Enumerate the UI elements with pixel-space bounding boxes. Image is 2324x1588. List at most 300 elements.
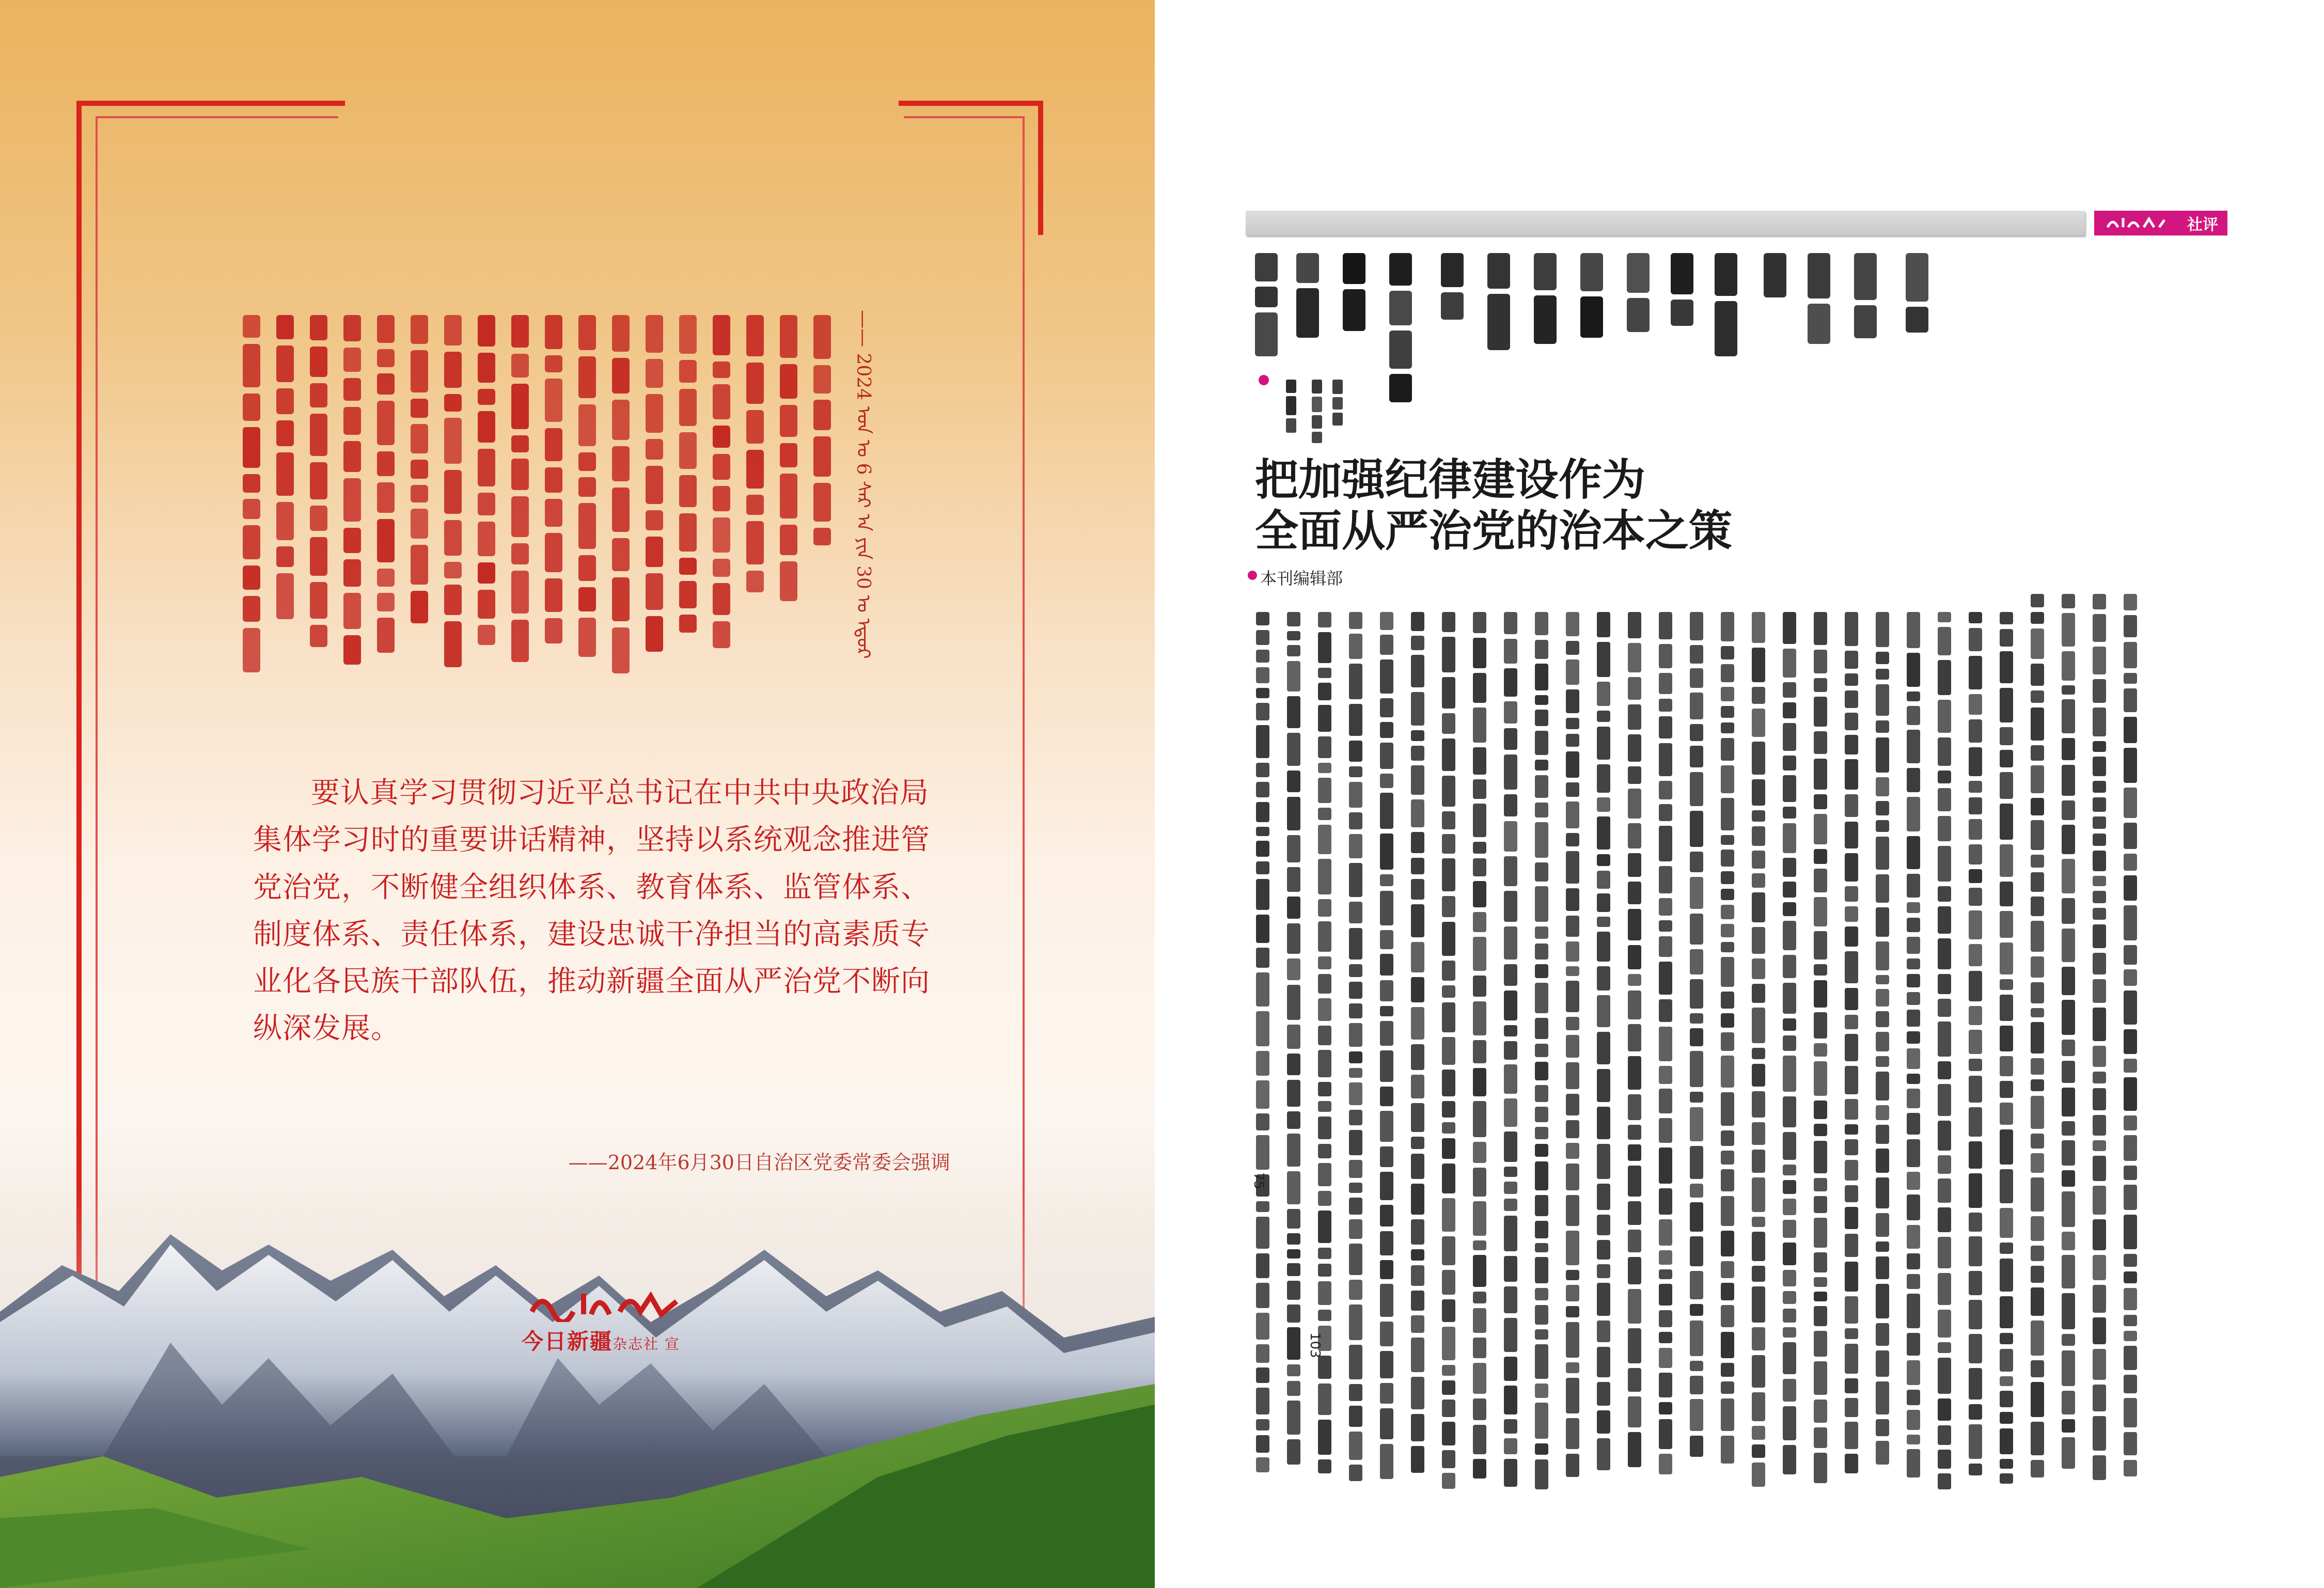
script-column [276, 315, 294, 625]
script-word-mark [578, 315, 596, 350]
script-word-mark [2093, 851, 2106, 871]
script-word-mark [1566, 1062, 1579, 1089]
script-word-mark [679, 513, 697, 552]
script-column [1690, 612, 1703, 1461]
script-word-mark [1690, 1051, 1703, 1087]
script-word-mark [1659, 612, 1672, 639]
script-word-mark [1287, 1249, 1300, 1259]
script-word-mark [813, 483, 831, 522]
script-word-mark [1287, 1364, 1300, 1376]
script-word-mark [1256, 612, 1269, 625]
script-word-mark [2093, 1349, 2106, 1380]
script-word-mark [478, 590, 495, 619]
script-word-mark [646, 616, 663, 652]
script-word-mark [2031, 1246, 2044, 1261]
script-word-mark [1628, 704, 1641, 730]
script-word-mark [1535, 664, 1548, 690]
script-word-mark [1256, 1457, 1269, 1472]
script-word-mark [1845, 906, 1858, 922]
script-word-mark [1566, 751, 1579, 778]
script-word-mark [646, 573, 663, 610]
script-word-mark [1380, 1284, 1393, 1317]
script-word-mark [2093, 797, 2106, 812]
script-word-mark [1845, 1398, 1858, 1417]
script-word-mark [1442, 1164, 1455, 1193]
script-word-mark [1349, 812, 1362, 829]
script-word-mark [1969, 1107, 1982, 1137]
script-word-mark [1535, 1085, 1548, 1102]
script-word-mark [1349, 834, 1362, 858]
script-word-mark [1380, 1231, 1393, 1255]
script-word-mark [1938, 1121, 1951, 1151]
script-word-mark [1349, 1082, 1362, 1105]
script-word-mark [1659, 1269, 1672, 1279]
script-word-mark [1907, 1390, 1920, 1405]
section-tag-mongol-icon [2106, 216, 2168, 230]
script-word-mark [1442, 1380, 1455, 1395]
script-word-mark [1287, 661, 1300, 691]
script-word-mark [2000, 727, 2013, 745]
script-word-mark [545, 578, 562, 612]
script-word-mark [1566, 888, 1579, 911]
script-word-mark [1473, 976, 1486, 997]
script-word-mark [1504, 1318, 1517, 1352]
script-word-mark [1938, 1342, 1951, 1353]
script-word-mark [1566, 782, 1579, 797]
script-word-mark [1721, 924, 1734, 937]
script-word-mark [1721, 905, 1734, 919]
script-column [1764, 253, 1786, 303]
script-word-mark [1690, 1376, 1703, 1394]
script-word-mark [310, 383, 327, 407]
script-word-mark [1566, 1285, 1579, 1301]
script-word-mark [1380, 793, 1393, 829]
script-word-mark [1411, 904, 1424, 937]
script-word-mark [1504, 639, 1517, 664]
script-word-mark [1504, 1286, 1517, 1313]
script-word-mark [646, 359, 663, 388]
script-word-mark [545, 379, 562, 422]
script-word-mark [1876, 820, 1889, 832]
script-word-mark [1535, 983, 1548, 1013]
script-word-mark [1715, 253, 1737, 296]
script-word-mark [1845, 713, 1858, 730]
script-column [1343, 253, 1365, 336]
script-word-mark [746, 315, 764, 356]
script-word-mark [1907, 918, 1920, 932]
script-word-mark [1318, 778, 1331, 803]
script-word-mark [1752, 1286, 1765, 1323]
script-word-mark [1566, 1362, 1579, 1373]
script-word-mark [1783, 882, 1796, 898]
script-word-mark [1473, 1255, 1486, 1287]
script-word-mark [1721, 992, 1734, 1009]
script-word-mark [1938, 1398, 1951, 1421]
script-word-mark [1907, 1089, 1920, 1108]
script-word-mark [545, 315, 562, 349]
script-word-mark [1535, 803, 1548, 817]
script-word-mark [1876, 989, 1889, 1007]
script-word-mark [1628, 1201, 1641, 1225]
script-word-mark [1256, 763, 1269, 777]
script-column [1627, 253, 1650, 337]
script-word-mark [2124, 1460, 2137, 1476]
script-word-mark [1349, 1345, 1362, 1379]
script-word-mark [1287, 733, 1300, 766]
script-word-mark [1332, 413, 1343, 426]
script-word-mark [1318, 956, 1331, 969]
script-word-mark [2124, 905, 2137, 940]
script-word-mark [1721, 738, 1734, 761]
script-word-mark [713, 517, 730, 553]
script-word-mark [1721, 706, 1734, 718]
script-word-mark [2000, 1412, 2013, 1424]
script-word-mark [1380, 659, 1393, 694]
script-word-mark [1938, 700, 1951, 733]
script-word-mark [1814, 1453, 1827, 1483]
script-word-mark [2124, 1135, 2137, 1161]
script-word-mark [1876, 1125, 1889, 1144]
script-word-mark [1566, 1231, 1579, 1265]
script-word-mark [1411, 1154, 1424, 1179]
script-word-mark [1380, 930, 1393, 949]
script-word-mark [1752, 1122, 1765, 1145]
script-column [1854, 253, 1877, 343]
script-word-mark [1783, 1270, 1796, 1286]
script-word-mark [1287, 696, 1300, 728]
script-word-mark [1659, 781, 1672, 799]
script-word-mark [1256, 915, 1269, 943]
script-word-mark [1380, 980, 1393, 1001]
script-word-mark [411, 350, 428, 392]
script-column [545, 315, 562, 650]
script-word-mark [1411, 1137, 1424, 1149]
script-word-mark [1814, 931, 1827, 960]
script-word-mark [1442, 612, 1455, 632]
script-word-mark [2062, 1040, 2075, 1056]
script-word-mark [1349, 902, 1362, 923]
script-word-mark [1659, 1454, 1672, 1474]
script-word-mark [1349, 1280, 1362, 1300]
script-word-mark [1597, 612, 1610, 637]
script-word-mark [2000, 1243, 2013, 1254]
script-word-mark [1969, 1300, 1982, 1329]
script-word-mark [1473, 858, 1486, 876]
script-word-mark [2031, 1177, 2044, 1212]
script-word-mark [1411, 1414, 1424, 1441]
script-word-mark [1783, 1199, 1796, 1215]
script-word-mark [1473, 1398, 1486, 1420]
script-word-mark [679, 432, 697, 469]
script-word-mark [1411, 1044, 1424, 1070]
script-word-mark [2031, 872, 2044, 892]
script-word-mark [2000, 612, 2013, 624]
script-word-mark [377, 618, 395, 653]
script-word-mark [713, 621, 730, 648]
script-word-mark [411, 485, 428, 502]
script-word-mark [1814, 814, 1827, 844]
script-word-mark [1473, 1363, 1486, 1394]
script-word-mark [1256, 667, 1269, 683]
script-word-mark [1628, 882, 1641, 904]
script-word-mark [713, 583, 730, 615]
script-word-mark [1845, 612, 1858, 646]
script-word-mark [1349, 1219, 1362, 1239]
script-word-mark [1814, 1361, 1827, 1395]
script-word-mark [1597, 682, 1610, 706]
script-word-mark [1597, 966, 1610, 990]
script-column [1504, 612, 1517, 1491]
script-word-mark [1566, 1164, 1579, 1190]
script-word-mark [1256, 1201, 1269, 1212]
script-word-mark [1969, 1271, 1982, 1295]
script-word-mark [1566, 1120, 1579, 1138]
script-word-mark [2031, 1422, 2044, 1455]
script-word-mark [1380, 635, 1393, 655]
header-bar [1246, 211, 2085, 235]
script-word-mark [1783, 1342, 1796, 1374]
script-word-mark [1721, 722, 1734, 733]
script-word-mark [2093, 979, 2106, 1003]
script-word-mark [1659, 1027, 1672, 1061]
script-word-mark [1845, 1066, 1858, 1094]
script-word-mark [1764, 253, 1786, 297]
script-word-mark [1256, 1051, 1269, 1076]
script-word-mark [411, 460, 428, 479]
script-word-mark [612, 577, 630, 621]
script-word-mark [310, 414, 327, 456]
script-word-mark [1783, 682, 1796, 698]
script-word-mark [2093, 707, 2106, 736]
script-word-mark [813, 436, 831, 477]
script-word-mark [1690, 1028, 1703, 1046]
script-word-mark [2000, 1129, 2013, 1165]
script-column [1332, 380, 1343, 429]
script-word-mark [1504, 1182, 1517, 1194]
script-word-mark [1752, 873, 1765, 888]
script-word-mark [1256, 827, 1269, 836]
script-word-mark [780, 561, 797, 601]
script-word-mark [1854, 253, 1877, 300]
script-word-mark [1504, 754, 1517, 790]
script-word-mark [1659, 1373, 1672, 1397]
script-word-mark [1442, 961, 1455, 981]
script-word-mark [1535, 1221, 1548, 1238]
script-word-mark [1442, 1002, 1455, 1032]
script-word-mark [377, 569, 395, 587]
script-word-mark [1876, 1177, 1889, 1208]
frame-top-inner [96, 116, 338, 118]
script-word-mark [612, 315, 630, 352]
script-word-mark [2093, 757, 2106, 776]
script-word-mark [2031, 664, 2044, 686]
script-word-mark [2062, 613, 2075, 647]
script-word-mark [1845, 1378, 1858, 1393]
script-word-mark [411, 509, 428, 539]
script-word-mark [2062, 1437, 2075, 1469]
script-word-mark [1473, 881, 1486, 907]
script-word-mark [1814, 1124, 1827, 1136]
script-column [1597, 612, 1610, 1475]
script-word-mark [411, 591, 428, 623]
script-word-mark [1535, 1459, 1548, 1489]
script-word-mark [2093, 834, 2106, 846]
script-word-mark [1783, 1165, 1796, 1175]
script-word-mark [343, 559, 361, 587]
script-word-mark [1534, 253, 1557, 290]
script-word-mark [1659, 1089, 1672, 1113]
script-word-mark [1876, 801, 1889, 815]
script-word-mark [1907, 937, 1920, 954]
script-word-mark [1876, 907, 1889, 937]
script-word-mark [1566, 734, 1579, 747]
script-word-mark [2031, 765, 2044, 793]
script-word-mark [1442, 834, 1455, 854]
script-word-mark [612, 400, 630, 440]
script-word-mark [1906, 253, 1928, 302]
script-word-mark [1845, 1160, 1858, 1181]
script-word-mark [713, 559, 730, 577]
script-word-mark [2124, 1331, 2137, 1341]
script-word-mark [444, 621, 462, 667]
script-word-mark [2031, 1022, 2044, 1054]
script-word-mark [1845, 651, 1858, 669]
script-column [310, 315, 327, 653]
script-column [2031, 594, 2044, 1482]
script-word-mark [377, 482, 395, 513]
script-word-mark [1256, 1217, 1269, 1249]
script-word-mark [1535, 1243, 1548, 1252]
script-word-mark [1690, 612, 1703, 640]
script-word-mark [1721, 889, 1734, 900]
script-word-mark [1659, 1284, 1672, 1306]
script-word-mark [813, 365, 831, 394]
script-word-mark [2000, 1473, 2013, 1484]
script-word-mark [2000, 629, 2013, 647]
script-word-mark [1442, 637, 1455, 672]
script-word-mark [1504, 856, 1517, 886]
script-word-mark [1876, 1441, 1889, 1465]
script-column [1671, 253, 1693, 331]
script-word-mark [1907, 1253, 1920, 1269]
script-word-mark [1318, 736, 1331, 758]
script-word-mark [1814, 1178, 1827, 1191]
script-word-mark [2124, 1375, 2137, 1393]
script-word-mark [1566, 1306, 1579, 1317]
script-word-mark [1580, 296, 1603, 338]
script-word-mark [1597, 1264, 1610, 1278]
script-column [1845, 612, 1858, 1478]
script-word-mark [2124, 1288, 2137, 1310]
script-word-mark [1814, 1061, 1827, 1096]
script-word-mark [1473, 747, 1486, 775]
script-word-mark [1628, 1230, 1641, 1252]
script-word-mark [478, 522, 495, 556]
script-word-mark [2031, 1096, 2044, 1129]
script-word-mark [1690, 1271, 1703, 1299]
script-word-mark [1597, 995, 1610, 1027]
script-word-mark [746, 363, 764, 404]
script-word-mark [1535, 1344, 1548, 1379]
script-word-mark [1442, 1037, 1455, 1065]
script-word-mark [1907, 1435, 1920, 1444]
script-word-mark [1721, 1169, 1734, 1191]
script-word-mark [2093, 1008, 2106, 1041]
script-word-mark [2000, 688, 2013, 722]
script-word-mark [1442, 776, 1455, 807]
script-word-mark [1628, 1094, 1641, 1120]
script-word-mark [2062, 1170, 2075, 1187]
script-word-mark [1442, 1198, 1455, 1232]
script-word-mark [511, 620, 529, 662]
quote-source: ——2024年6月30日自治区党委常委会强调 [568, 1151, 950, 1174]
script-word-mark [1318, 763, 1331, 773]
script-word-mark [2062, 1232, 2075, 1250]
script-column [1255, 253, 1278, 361]
script-word-mark [1380, 1146, 1393, 1167]
script-word-mark [1690, 693, 1703, 719]
script-word-mark [1380, 1322, 1393, 1346]
script-word-mark [1969, 1404, 1982, 1420]
script-word-mark [1752, 1232, 1765, 1261]
script-word-mark [1721, 1032, 1734, 1051]
script-word-mark [276, 452, 294, 496]
script-word-mark [1411, 1315, 1424, 1333]
script-word-mark [1721, 1013, 1734, 1028]
script-word-mark [1473, 842, 1486, 854]
script-word-mark [1752, 648, 1765, 682]
script-column [679, 315, 697, 639]
script-word-mark [1938, 1021, 1951, 1057]
script-word-mark [1659, 673, 1672, 694]
script-word-mark [1783, 1445, 1796, 1474]
script-word-mark [2031, 1134, 2044, 1149]
script-column [1441, 253, 1464, 325]
script-word-mark [1814, 1100, 1827, 1119]
script-word-mark [1628, 1024, 1641, 1051]
script-word-mark [2031, 921, 2044, 952]
script-word-mark [1332, 397, 1343, 410]
script-word-mark [1969, 1236, 1982, 1266]
script-word-mark [1597, 797, 1610, 812]
script-word-mark [444, 394, 462, 412]
script-word-mark [2062, 1191, 2075, 1227]
script-word-mark [1783, 1018, 1796, 1031]
script-word-mark [746, 450, 764, 489]
script-word-mark [1659, 999, 1672, 1022]
script-word-mark [1938, 1425, 1951, 1445]
script-word-mark [1783, 649, 1796, 678]
script-word-mark [1659, 1188, 1672, 1215]
script-word-mark [1256, 948, 1269, 968]
script-word-mark [1535, 1195, 1548, 1216]
script-word-mark [1318, 1264, 1331, 1277]
script-word-mark [713, 315, 730, 355]
script-word-mark [1504, 1025, 1517, 1036]
script-word-mark [1535, 760, 1548, 771]
script-word-mark [2000, 1428, 2013, 1454]
script-word-mark [1411, 832, 1424, 853]
script-word-mark [511, 543, 529, 564]
script-word-mark [2093, 1416, 2106, 1451]
script-word-mark [1597, 854, 1610, 866]
script-word-mark [545, 533, 562, 572]
script-word-mark [1659, 1332, 1672, 1343]
script-word-mark [343, 407, 361, 435]
script-word-mark [1628, 612, 1641, 638]
script-word-mark [243, 394, 260, 421]
script-word-mark [1380, 874, 1393, 886]
